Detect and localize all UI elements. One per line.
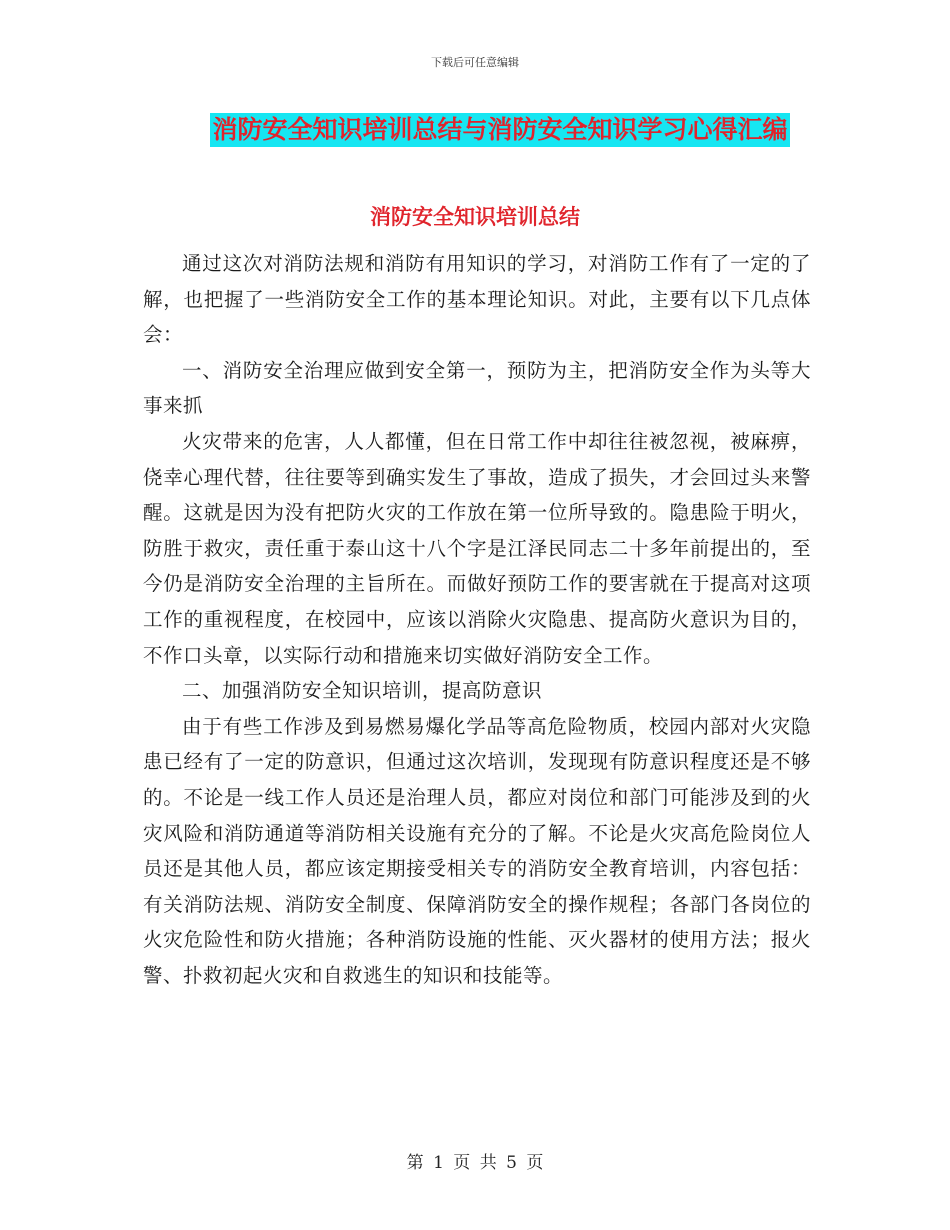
paragraph-body-2: 由于有些工作涉及到易燃易爆化学品等高危险物质，校园内部对火灾隐患已经有了一定的防意识，但通过这次培训，发现现有防意识程度还是不够的。不论是一线工作人员还是治理人员，都应对岗位和部门可能涉及到的火灾风险和消防通道等消防相关设施有充分的了解。不论是火灾高危险岗位人员还是其他人员，都应该定期接受相关专的消防安全教育培训，内容包括：有关消防法规、消防安全制度、保障消防安全的操作规程；各部门各岗位的火灾危险性和防火措施；各种消防设施的性能、灭火器材的使用方法；报火警、扑救初起火灾和自救逃生的知识和技能等。 <box>143 714 811 987</box>
document-main-title: 消防安全知识培训总结与消防安全知识学习心得汇编 <box>210 113 789 147</box>
document-body <box>143 246 811 993</box>
page-footer: 第 1 页 共 5 页 <box>406 1153 544 1173</box>
paragraph-heading-2: 二、加强消防安全知识培训，提高防意识 <box>182 679 543 703</box>
section-title: 消防安全知识培训总结 <box>370 205 580 229</box>
paragraph-body-1: 火灾带来的危害，人人都懂，但在日常工作中却往往被忽视，被麻痹，侥幸心理代替，往往要等到确实发生了事故，造成了损失，才会回过头来警醒。这就是因为没有把防火灾的工作放在第一位所导致的。隐患险于明火，防胜于救灾，责任重于泰山这十八个字是江泽民同志二十多年前提出的，至今仍是消防安全治理的主旨所在。而做好预防工作的要害就在于提高对这项工作的重视程度，在校园中，应该以消除火灾隐患、提高防火意识为目的，不作口头章，以实际行动和措施来切实做好消防安全工作。 <box>143 429 811 667</box>
main-title-container <box>0 113 950 147</box>
paragraph-intro: 通过这次对消防法规和消防有用知识的学习，对消防工作有了一定的了解，也把握了一些消防安全工作的基本理论知识。对此，主要有以下几点体会： <box>143 252 811 347</box>
paragraph-heading-1: 一、消防安全治理应做到安全第一，预防为主，把消防安全作为头等大事来抓 <box>143 358 811 418</box>
header-note: 下载后可任意编辑 <box>431 56 519 69</box>
